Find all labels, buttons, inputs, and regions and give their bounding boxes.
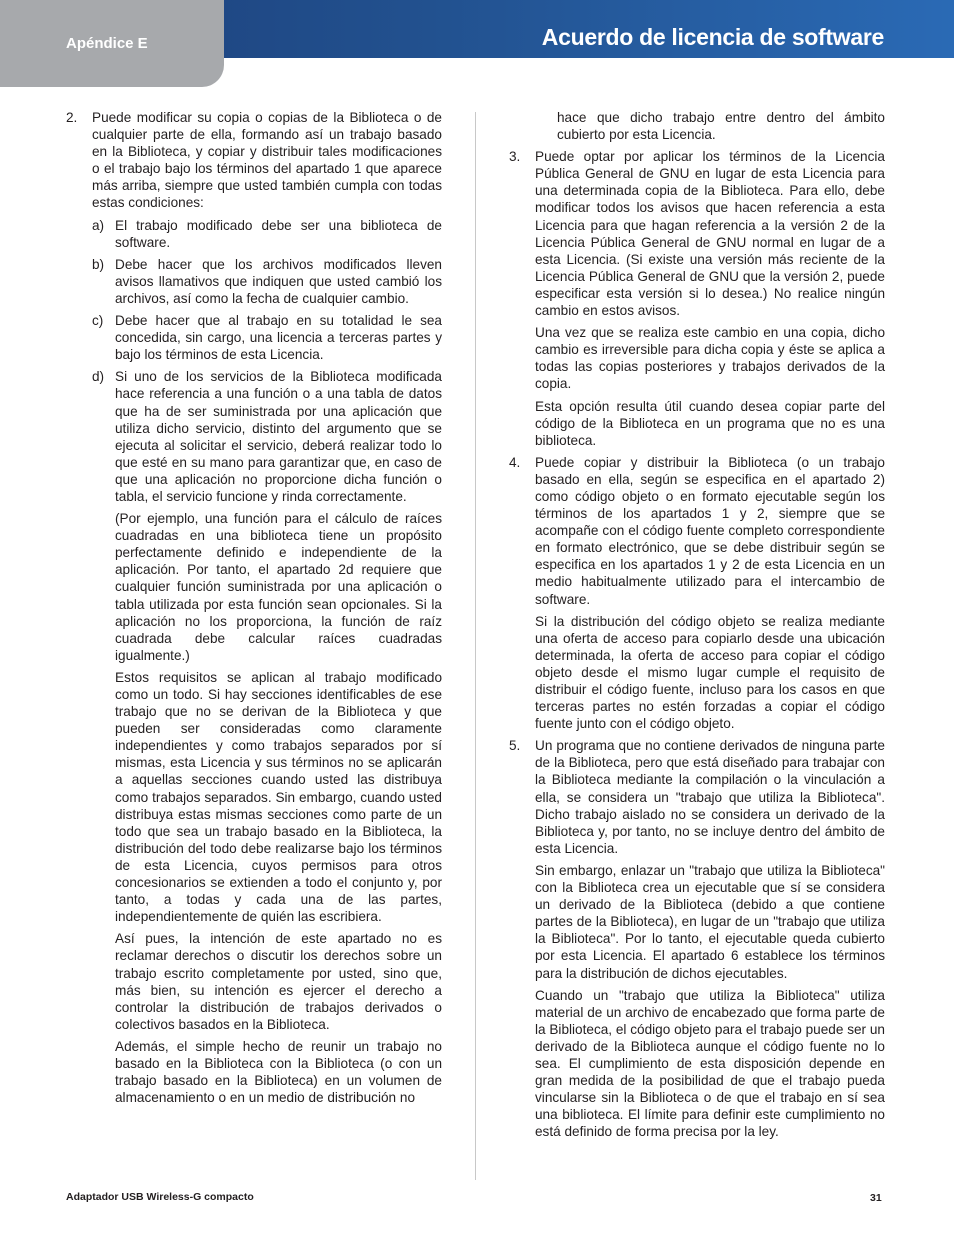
appendix-label: Apéndice E <box>66 35 148 52</box>
paragraph: Puede optar por aplicar los términos de la Licencia Pública General de GNU en lugar de esta Licencia para una determinada copia de la Biblioteca. Para ello, debe modificar todos los avisos que hacen referencia a esta Licencia para que hagan referencia a la versión 2 de la Licencia Pública General de GNU normal en lugar de a esta Licencia. (Si existe una versión más reciente de la Licencia Pública General de GNU que la versión 2, puede especificar esta versión si lo desea.) No realice ningún cambio en estos avisos. <box>535 149 885 319</box>
item-number: 2. <box>66 110 78 125</box>
item-number: 3. <box>509 149 521 165</box>
sub-item-d <box>92 368 442 1106</box>
paragraph: Una vez que se realiza este cambio en una copia, dicho cambio es irreversible para dicha copia y éste se aplica a todas las copias posteriores y trabajos derivados de la copia. <box>535 325 885 392</box>
paragraph: Así pues, la intención de este apartado no es reclamar derechos o discutir los derechos sobre un trabajo escrito completamente por usted, sino que, más bien, su intención es ejercer el derecho a controlar la distribución de trabajos derivados o colectivos basados en la Biblioteca. <box>115 931 442 1032</box>
right-column <box>509 109 885 1144</box>
paragraph: Un programa que no contiene derivados de ninguna parte de la Biblioteca, pero que está diseñado para trabajar con la Biblioteca mediante la compilación o la vinculación a ella, se considera un "trabajo que utiliza la Biblioteca". Dicho trabajo aislado no se considera un derivado de la Biblioteca y, por tanto, no se incluye dentro del ámbito de esta Licencia. <box>535 738 885 856</box>
paragraph: Sin embargo, enlazar un "trabajo que utiliza la Biblioteca" con la Biblioteca crea un ejecutable que sí se considera un derivado de la Biblioteca (debido a que contiene partes de la Biblioteca), en lugar de un "trabajo que utiliza la Biblioteca". Por lo tanto, el ejecutable queda cubierto por esta Licencia. El apartado 6 establece los términos para la distribución de dichos ejecutables. <box>535 862 885 981</box>
paragraph: Debe hacer que al trabajo en su totalidad le sea concedida, sin cargo, una licencia a terceras partes y bajo los términos de esta Licencia. <box>115 313 442 363</box>
paragraph: El trabajo modificado debe ser una biblioteca de software. <box>115 217 442 250</box>
list-item-2 <box>66 109 442 1106</box>
paragraph: Esta opción resulta útil cuando desea copiar parte del código de la Biblioteca en un programa que no es una biblioteca. <box>535 398 885 448</box>
page-number: 31 <box>870 1192 882 1204</box>
list-item-5 <box>509 737 885 1140</box>
paragraph: Estos requisitos se aplican al trabajo modificado como un todo. Si hay secciones identificables de ese trabajo que no se derivan de la Biblioteca y que pueden ser consideradas como claramente independientes y como trabajos separados por sí mismas, esta Licencia y sus términos no se aplicarán a aquellas secciones cuando usted las distribuya como trabajos separados. Sin embargo, cuando usted distribuya estas mismas secciones como parte de un todo que sea un trabajo basado en la Biblioteca, la distribución del todo debe realizarse bajo los términos de esta Licencia, cuyos permisos para otros concesionarios se extienden a todo el conjunto y, por tanto, a todas y cada una de las partes, independientemente de quién las escribiera. <box>115 669 442 925</box>
paragraph: (Por ejemplo, una función para el cálculo de raíces cuadradas en una biblioteca tiene un propósito perfectamente definido e independiente de la aplicación. Por tanto, el apartado 2d requiere que cualquier función suministrada por una aplicación o tabla utilizada por esta función sean opcionales. Si la aplicación no los proporciona, la función de raíz cuadrada debe calcular raíces cuadradas igualmente.) <box>115 511 442 663</box>
sub-item-c <box>92 312 442 363</box>
sub-item-letter: d) <box>92 369 105 385</box>
sub-item-a <box>92 217 442 251</box>
list-item-3 <box>509 148 885 449</box>
paragraph: Si uno de los servicios de la Biblioteca modificada hace referencia a una función o a una tabla de datos que ha de ser suministrada por una aplicación que utiliza dicho servicio, distinto del argumento que se ejecuta al solicitar el servicio, deberá realizar todo lo que esté en su mano para garantizar que, en caso de que una aplicación no proporcione dicha función o tabla, el servicio funcione y rinda correctamente. <box>115 369 442 504</box>
left-column <box>66 109 442 1110</box>
sub-item-letter: b) <box>92 256 105 272</box>
list-item-4 <box>509 454 885 733</box>
page-title: Acuerdo de licencia de software <box>541 24 884 50</box>
paragraph: Debe hacer que los archivos modificados lleven avisos llamativos que indiquen que usted cambió los archivos, así como la fecha de cualquier cambio. <box>115 256 442 306</box>
footer-product-name: Adaptador USB Wireless-G compacto <box>66 1191 254 1203</box>
sub-item-letter: c) <box>92 313 104 329</box>
paragraph: Si la distribución del código objeto se realiza mediante una oferta de acceso para copiarlo desde una ubicación determinada, la oferta de acceso para copiar el código objeto desde el mismo lugar cumple el requisito de distribuir el código fuente, incluso para los casos en que terceras partes no estén forzadas a copiar el código fuente junto con el código objeto. <box>535 613 885 732</box>
paragraph: Además, el simple hecho de reunir un trabajo no basado en la Biblioteca con la Biblioteca (o con un trabajo basado en la Biblioteca) en un volumen de almacenamiento o en un medio de distribución no <box>115 1038 442 1106</box>
item-number: 5. <box>509 738 521 754</box>
item-number: 4. <box>509 454 521 470</box>
sub-item-b <box>92 256 442 307</box>
column-divider <box>475 112 476 1180</box>
paragraph: Puede modificar su copia o copias de la Biblioteca o de cualquier parte de ella, formando así un trabajo basado en la Biblioteca, y copiar y distribuir tales modificaciones o el trabajo bajo los términos del apartado 1 que aparece más arriba, siempre que usted también cumpla con todas estas condiciones: <box>92 110 442 211</box>
paragraph: hace que dicho trabajo entre dentro del ámbito cubierto por esta Licencia. <box>557 110 885 143</box>
paragraph: Cuando un "trabajo que utiliza la Biblioteca" utiliza material de un archivo de encabezado que forma parte de la Biblioteca, el código objeto para el trabajo puede ser un derivado de la Biblioteca aunque el código fuente no lo sea. El cumplimiento de esta disposición depende en gran medida de la posibilidad de que el trabajo pueda vincularse sin la Biblioteca o de que el trabajo en sí sea una biblioteca. El límite para definir este cumplimiento no está definido de forma precisa por la ley. <box>535 987 885 1140</box>
sub-item-letter: a) <box>92 217 105 233</box>
paragraph: Puede copiar y distribuir la Biblioteca (o un trabajo basado en ella, según se especifica en el apartado 2) como código objeto o en formato ejecutable según los términos de los apartados 1 y 2, siempre que se acompañe con el código fuente completo correspondiente en formato electrónico, que se debe distribuir según se especifica en los apartados 1 y 2 de esta Licencia en un medio habitualmente utilizado para el intercambio de software. <box>535 454 885 607</box>
